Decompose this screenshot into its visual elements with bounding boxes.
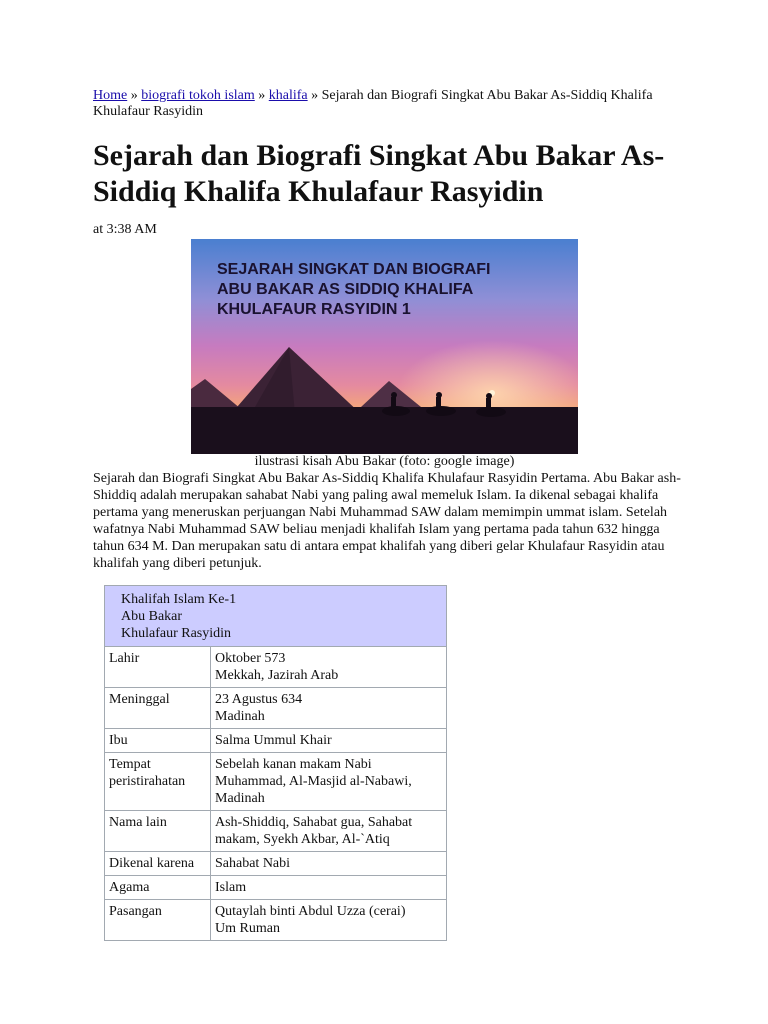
- breadcrumb-separator: »: [127, 88, 142, 103]
- infobox-row: [105, 753, 447, 811]
- page-title: Sejarah dan Biografi Singkat Abu Bakar As-Siddiq Khalifa Khulafaur Rasyidin: [93, 139, 665, 208]
- infobox-table: [104, 585, 447, 941]
- infobox-value: Sebelah kanan makam Nabi Muhammad, Al-Masjid al-Nabawi, Madinah: [211, 753, 447, 811]
- infobox-value-line: Mekkah, Jazirah Arab: [215, 668, 339, 683]
- infobox-value-line: Qutaylah binti Abdul Uzza (cerai): [215, 904, 406, 919]
- infobox-label: Dikenal karena: [105, 852, 211, 876]
- breadcrumb-home-link[interactable]: Home: [93, 88, 128, 103]
- image-overlay-line-3: KHULAFAUR RASYIDIN 1: [217, 301, 411, 318]
- infobox-value-line: Oktober 573: [215, 651, 286, 666]
- infobox-label: Tempat peristirahatan: [105, 753, 211, 811]
- image-caption: ilustrasi kisah Abu Bakar (foto: google image): [254, 454, 515, 469]
- infobox-label: Nama lain: [105, 811, 211, 852]
- infobox-label: Pasangan: [105, 900, 211, 941]
- infobox-value: [211, 688, 447, 729]
- infobox-row: [105, 811, 447, 852]
- infobox-row: [105, 876, 447, 900]
- infobox-header: [105, 586, 447, 647]
- infobox-header-row: [105, 586, 447, 647]
- infobox-row: [105, 729, 447, 753]
- pyramids-sunset-illustration: [191, 239, 578, 454]
- infobox-row: [105, 900, 447, 941]
- image-overlay-line-2: ABU BAKAR AS SIDDIQ KHALIFA: [217, 281, 474, 298]
- breadcrumb-separator: »: [254, 88, 269, 103]
- breadcrumb: [93, 88, 683, 120]
- infobox-row: [105, 647, 447, 688]
- infobox-label: Ibu: [105, 729, 211, 753]
- post-time: at 3:38 AM: [93, 222, 157, 237]
- infobox-value-line: 23 Agustus 634: [215, 692, 303, 707]
- infobox-value-line: Madinah: [215, 709, 265, 724]
- infobox-value-line: Um Ruman: [215, 921, 280, 936]
- infobox-label: Lahir: [105, 647, 211, 688]
- infobox-value: [211, 900, 447, 941]
- infobox-label: Meninggal: [105, 688, 211, 729]
- breadcrumb-category-link[interactable]: biografi tokoh islam: [141, 88, 255, 103]
- infobox-value: Sahabat Nabi: [211, 852, 447, 876]
- image-overlay-line-1: SEJARAH SINGKAT DAN BIOGRAFI: [217, 261, 491, 278]
- intro-paragraph: Sejarah dan Biografi Singkat Abu Bakar As-Siddiq Khalifa Khulafaur Rasyidin Pertama. Abu Bakar ash-Shiddiq adalah merupakan sahabat Nabi yang paling awal memeluk Islam. Ia dikenal sebagai khalifa pertama yang meneruskan perjuangan Nabi Muhammad SAW dalam memimpin ummat islam. Setelah wafatnya Nabi Muhammad SAW beliau menjadi khalifah Islam yang pertama pada tahun 632 hingga tahun 634 M. Dan merupakan satu di antara empat khalifah yang diberi gelar Khulafaur Rasyidin atau khalifah yang diberi petunjuk.: [93, 471, 681, 571]
- infobox-row: [105, 688, 447, 729]
- breadcrumb-subcategory-link[interactable]: khalifa: [268, 88, 308, 103]
- breadcrumb-current: Sejarah dan Biografi Singkat Abu Bakar As-Siddiq Khalifa Khulafaur Rasyidin: [93, 88, 653, 119]
- infobox-value: [211, 647, 447, 688]
- infobox-row: [105, 852, 447, 876]
- infobox-header-line: Khalifah Islam Ke-1: [121, 592, 237, 607]
- breadcrumb-separator: »: [307, 88, 322, 103]
- infobox-value: Salma Ummul Khair: [211, 729, 447, 753]
- infobox-header-line: Khulafaur Rasyidin: [121, 626, 232, 641]
- article-image: [191, 239, 578, 454]
- infobox-header-line: Abu Bakar: [121, 609, 183, 624]
- infobox-value: Ash-Shiddiq, Sahabat gua, Sahabat makam, Syekh Akbar, Al-`Atiq: [211, 811, 447, 852]
- infobox-value: Islam: [211, 876, 447, 900]
- infobox-label: Agama: [105, 876, 211, 900]
